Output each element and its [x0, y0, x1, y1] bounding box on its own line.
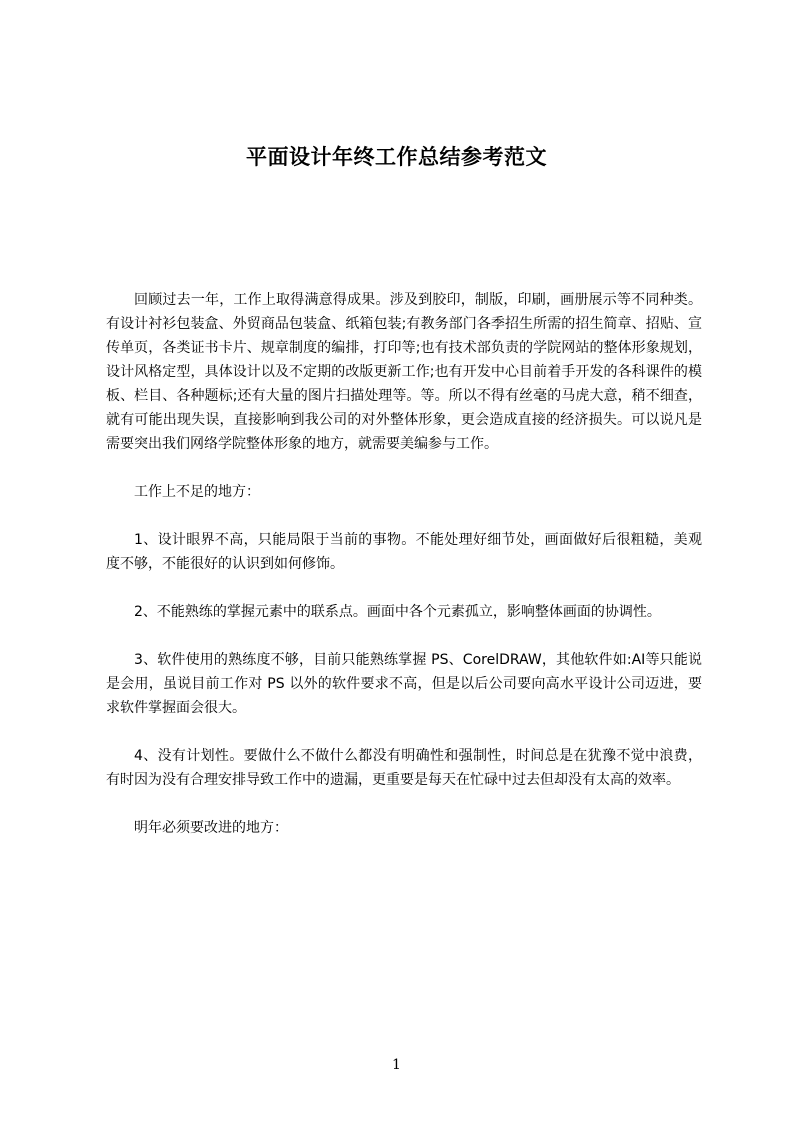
document-body — [106, 288, 702, 840]
shortcoming-item-4: 4、没有计划性。要做什么不做什么都没有明确性和强制性，时间总是在犹豫不觉中浪费，有时因为没有合理安排导致工作中的遗漏，更重要是每天在忙碌中过去但却没有太高的效率。 — [106, 748, 702, 788]
paragraph-spacer — [106, 792, 702, 816]
intro-paragraph: 回顾过去一年，工作上取得满意得成果。涉及到胶印，制版，印刷，画册展示等不同种类。有设计衬衫包装盒、外贸商品包装盒、纸箱包装;有教务部门各季招生所需的招生简章、招贴、宣传单页，各类证书卡片、规章制度的编排，打印等;也有技术部负责的学院网站的整体形象规划，设计风格定型，具体设计以及不定期的改版更新工作;也有开发中心目前着手开发的各科课件的模板、栏目、各种题标;还有大量的图片扫描处理等。等。所以不得有丝毫的马虎大意，稍不细查，就有可能出现失误，直接影响到我公司的对外整体形象，更会造成直接的经济损失。可以说凡是需要突出我们网络学院整体形象的地方，就需要美编参与工作。 — [106, 292, 702, 452]
page-number: 1 — [392, 1057, 401, 1073]
document-title: 平面设计年终工作总结参考范文 — [246, 145, 547, 169]
paragraph-spacer — [106, 624, 702, 648]
shortcoming-item-2: 2、不能熟练的掌握元素中的联系点。画面中各个元素孤立，影响整体画面的协调性。 — [134, 604, 661, 620]
paragraph-spacer — [106, 456, 702, 480]
shortcoming-item-3: 3、软件使用的熟练度不够，目前只能熟练掌握 PS、CorelDRAW，其他软件如:AI等只能说是会用，虽说目前工作对 PS 以外的软件要求不高，但是以后公司要向高水平设计公司迈进，要求软件掌握面会很大。 — [106, 652, 702, 716]
improvements-heading: 明年必须要改进的地方： — [134, 820, 288, 836]
paragraph-spacer — [106, 504, 702, 528]
shortcomings-heading: 工作上不足的地方： — [134, 484, 260, 500]
paragraph-spacer — [106, 720, 702, 744]
shortcoming-item-1: 1、设计眼界不高，只能局限于当前的事物。不能处理好细节处，画面做好后很粗糙，美观度不够，不能很好的认识到如何修饰。 — [106, 532, 702, 572]
paragraph-spacer — [106, 576, 702, 600]
